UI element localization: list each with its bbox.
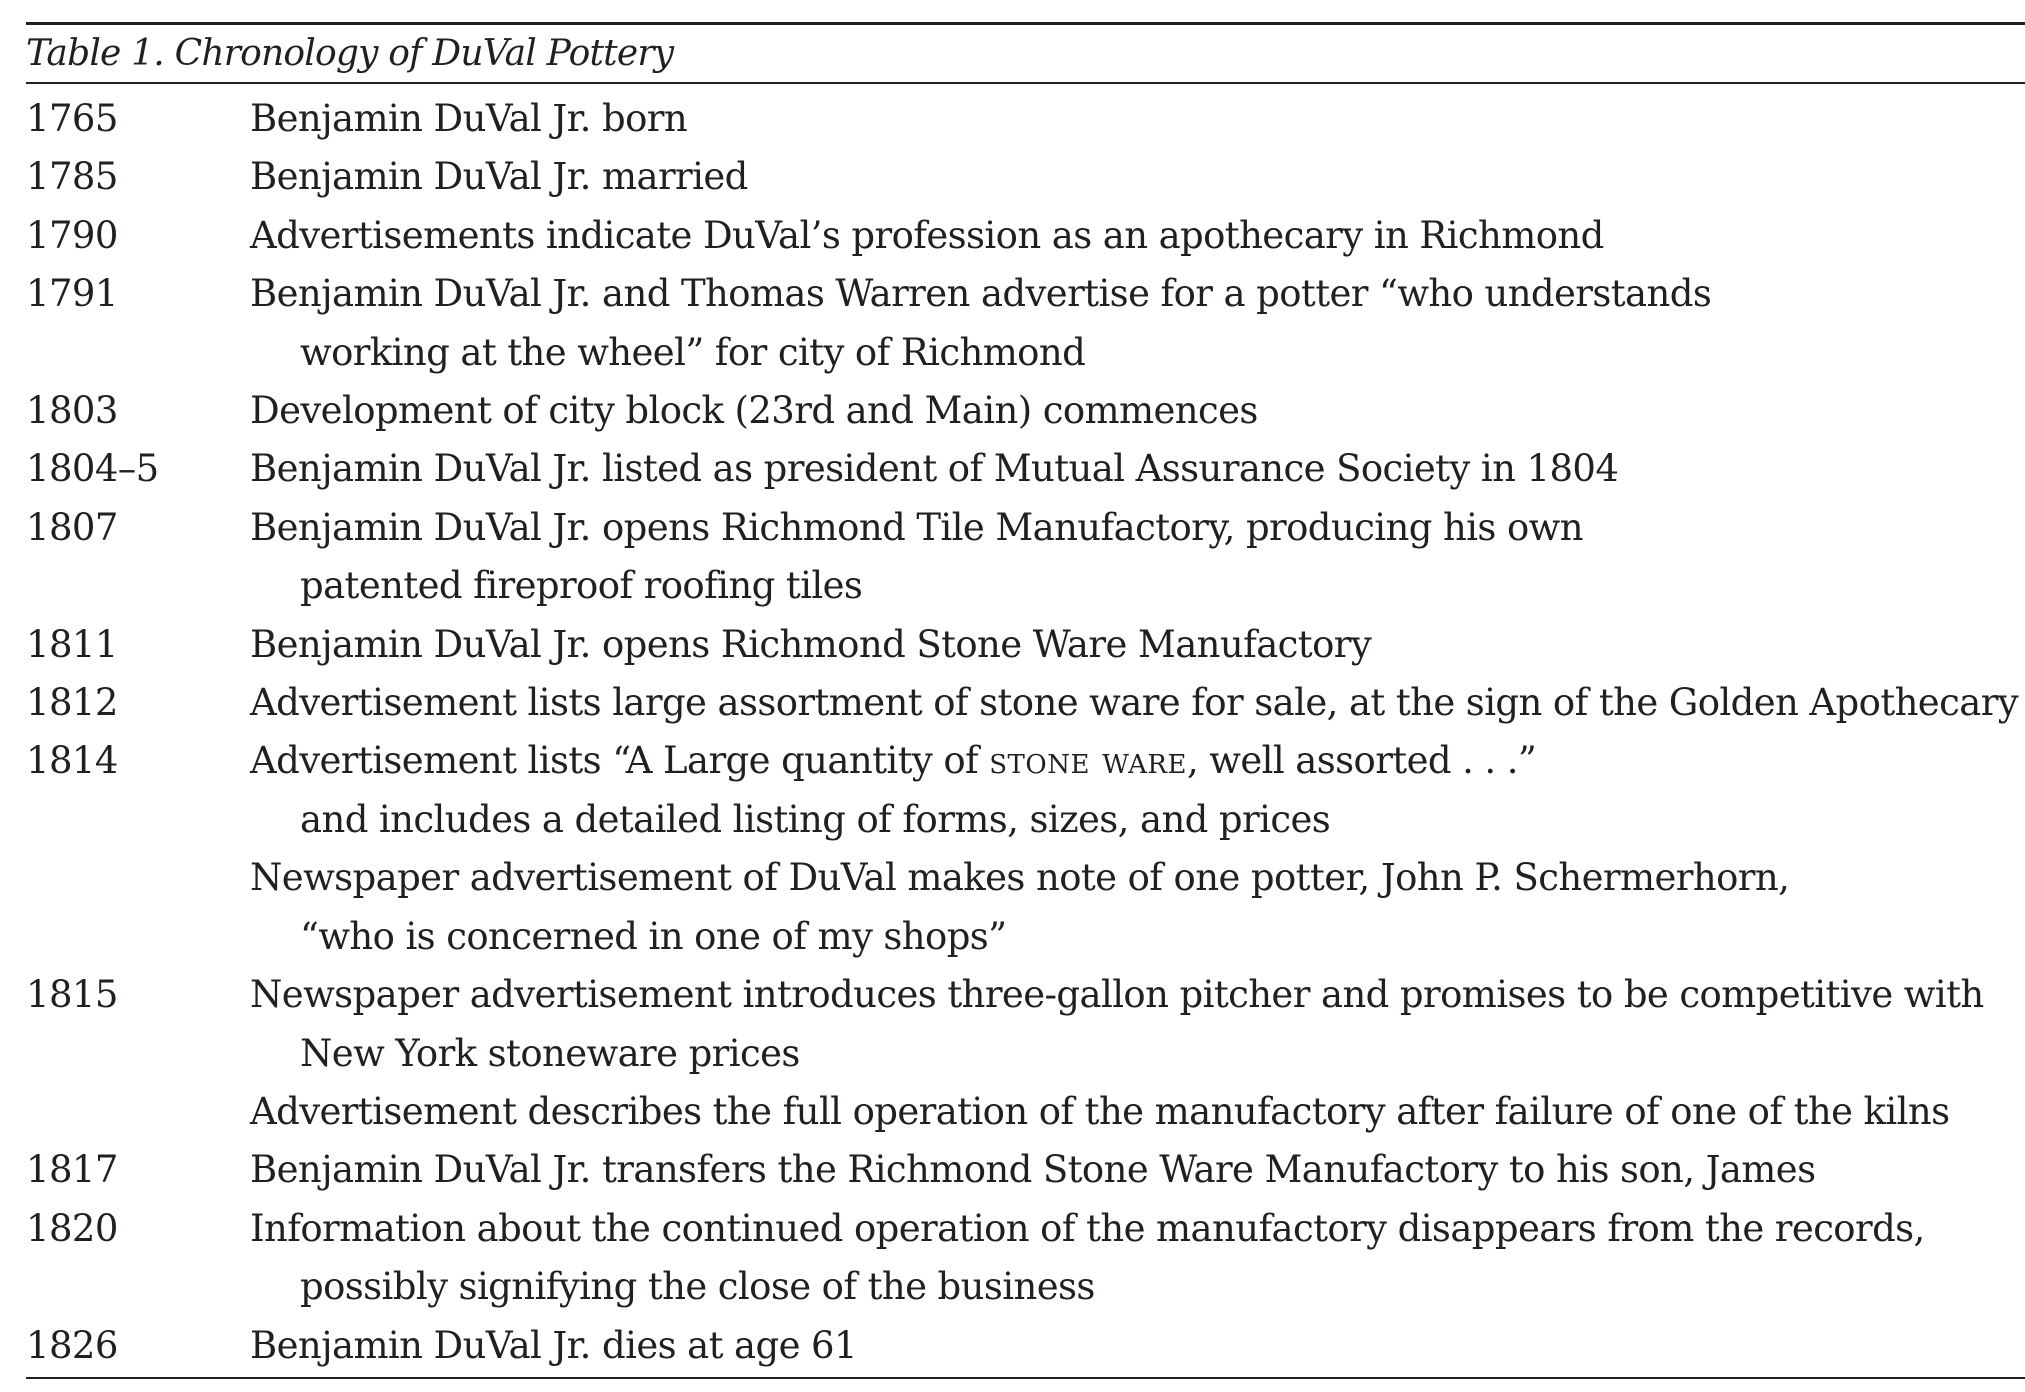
table-row: [26, 440, 2025, 498]
event-line: Benjamin DuVal Jr. transfers the Richmond Stone Ware Manufactory to his son, James: [250, 1148, 1816, 1192]
table-row: [26, 1083, 2025, 1141]
row-year: 1765: [26, 97, 118, 140]
row-event: [250, 265, 2025, 382]
table-row: [26, 1141, 2025, 1199]
table-caption: Table 1. Chronology of DuVal Pottery: [26, 33, 674, 74]
table-row: [26, 499, 2025, 616]
event-line-continued: and includes a detailed listing of forms, sizes, and prices: [300, 797, 1331, 841]
row-year: 1820: [26, 1206, 118, 1250]
event-line: Development of city block (23rd and Main) commences: [250, 389, 1258, 433]
row-year: 1812: [26, 681, 118, 725]
row-event: [250, 1083, 2025, 1141]
event-line: [250, 732, 2025, 790]
event-line: Advertisement lists large assortment of stone ware for sale, at the sign of the Golden Apothecary: [250, 681, 2019, 725]
event-line-continued: possibly signifying the close of the business: [300, 1265, 1095, 1309]
event-line-continued: patented fireproof roofing tiles: [300, 564, 863, 608]
row-event: [250, 499, 2025, 616]
table-row: [26, 148, 2025, 206]
event-text: , well assorted . . .”: [1186, 739, 1537, 783]
event-text: Advertisement lists “A Large quantity of: [250, 739, 990, 783]
row-year: 1803: [26, 389, 118, 433]
row-year: 1814: [26, 739, 118, 783]
row-year: 1807: [26, 505, 118, 549]
row-event: [250, 90, 2025, 148]
event-line: Benjamin DuVal Jr. married: [250, 155, 748, 199]
row-year: 1815: [26, 973, 118, 1017]
event-line: Advertisement describes the full operation of the manufactory after failure of one of the kilns: [250, 1089, 1950, 1133]
table-row: [26, 616, 2025, 674]
table-row: [26, 207, 2025, 265]
row-year: 1817: [26, 1148, 118, 1192]
row-event: [250, 1141, 2025, 1199]
event-text-smallcaps: stone ware: [989, 739, 1187, 783]
row-year: 1790: [26, 213, 118, 257]
event-line: Benjamin DuVal Jr. opens Richmond Stone Ware Manufactory: [250, 622, 1372, 666]
table-row: [26, 732, 2025, 849]
row-event: [250, 674, 2025, 732]
event-line: Newspaper advertisement introduces three-gallon pitcher and promises to be competitive with: [250, 973, 1984, 1017]
row-event: [250, 966, 2025, 1083]
table-row: [26, 674, 2025, 732]
table-row: [26, 849, 2025, 966]
event-line: Benjamin DuVal Jr. listed as president of Mutual Assurance Society in 1804: [250, 447, 1619, 491]
row-event: [250, 1200, 2025, 1317]
row-year: 1811: [26, 622, 118, 666]
row-event: [250, 148, 2025, 206]
row-event: [250, 207, 2025, 265]
event-line-continued: working at the wheel” for city of Richmond: [300, 330, 1086, 374]
event-line: Information about the continued operation of the manufactory disappears from the records,: [250, 1206, 1925, 1250]
chronology-table: [26, 22, 2025, 1379]
row-event: [250, 849, 2025, 966]
row-event: [250, 1317, 2025, 1375]
bottom-rule: [26, 1377, 2025, 1379]
table-row: [26, 382, 2025, 440]
event-line: Benjamin DuVal Jr. and Thomas Warren advertise for a potter “who understands: [250, 272, 1712, 316]
table-row: [26, 265, 2025, 382]
event-line: Benjamin DuVal Jr. born: [250, 97, 688, 140]
row-year: 1791: [26, 272, 118, 316]
event-line-continued: New York stoneware prices: [300, 1031, 800, 1075]
row-event: [250, 382, 2025, 440]
event-line-continued: “who is concerned in one of my shops”: [300, 914, 1007, 958]
row-year: 1785: [26, 155, 118, 199]
table-body: [26, 84, 2025, 1375]
table-row: [26, 90, 2025, 148]
row-year: 1804–5: [26, 447, 159, 491]
row-event: [250, 616, 2025, 674]
table-row: [26, 1317, 2025, 1375]
event-line: Benjamin DuVal Jr. dies at age 61: [250, 1323, 857, 1367]
row-year: 1826: [26, 1323, 118, 1367]
table-row: [26, 1200, 2025, 1317]
event-line: Benjamin DuVal Jr. opens Richmond Tile Manufactory, producing his own: [250, 505, 1583, 549]
table-row: [26, 966, 2025, 1083]
event-line: Advertisements indicate DuVal’s profession as an apothecary in Richmond: [250, 213, 1604, 257]
row-event: [250, 732, 2025, 849]
row-event: [250, 440, 2025, 498]
event-line: Newspaper advertisement of DuVal makes note of one potter, John P. Schermerhorn,: [250, 856, 1790, 900]
